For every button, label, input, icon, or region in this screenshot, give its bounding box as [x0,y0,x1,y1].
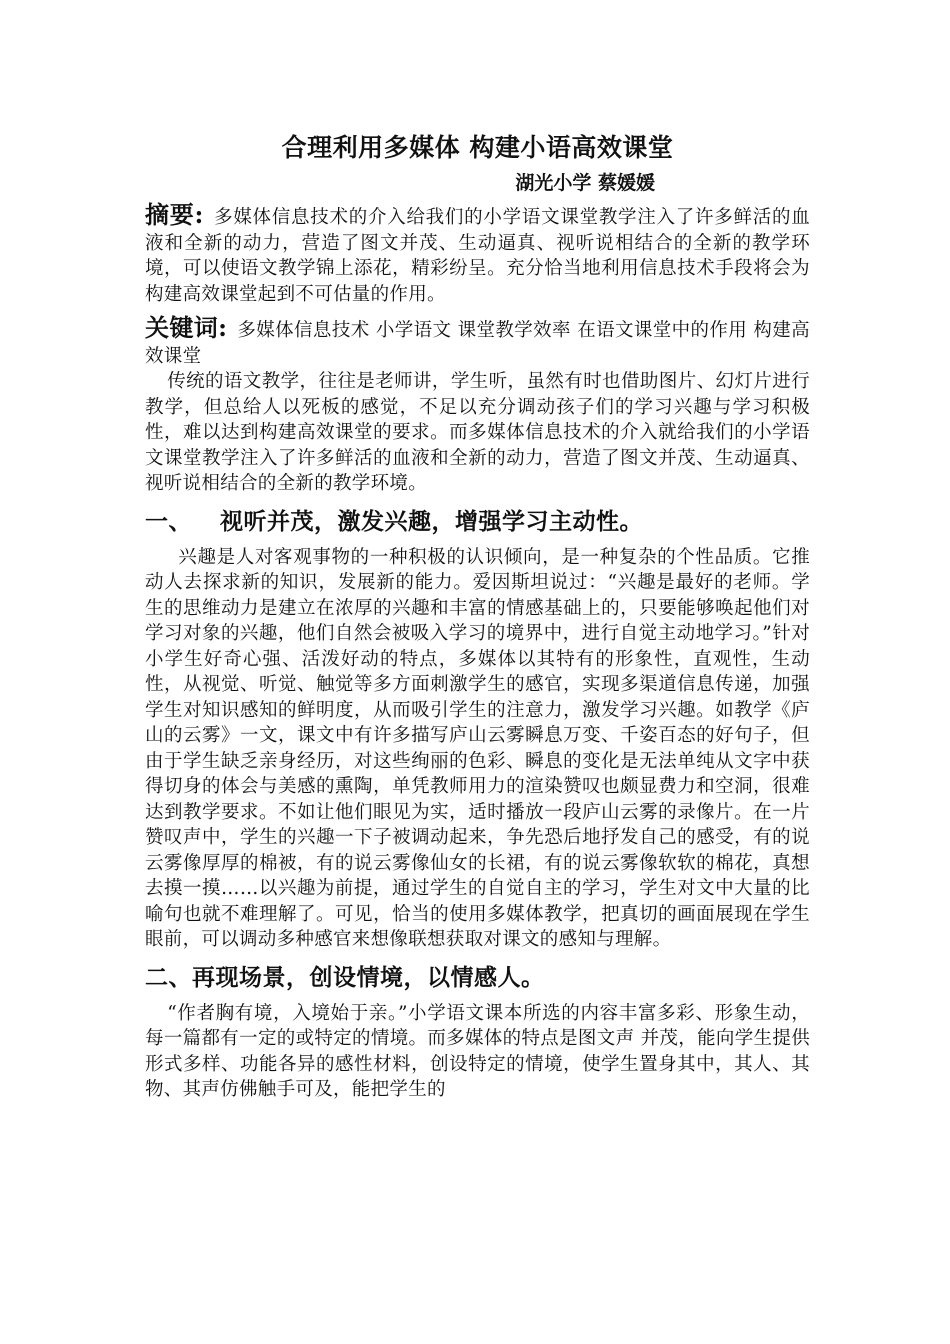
section-1-heading [145,505,810,539]
section-2-heading: 二、再现场景，创设情境，以情感人。 [145,963,545,991]
keywords-paragraph [145,315,810,369]
keywords-text: 多媒体信息技术 小学语文 课堂教学效率 在语文课堂中的作用 构建高效课堂 [145,320,810,367]
keywords-label: 关键词: [145,313,228,342]
intro-paragraph: 传统的语文教学，往往是老师讲，学生听，虽然有时也借助图片、幻灯片进行教学，但总给人以死板的感觉，不足以充分调动孩子们的学习兴趣与学习积极性，难以达到构建高效课堂的要求。而多媒体信息技术的介入就给我们的小学语文课堂教学注入了许多鲜活的血液和全新的动力，营造了图文并茂、生动逼真、视听说相结合的全新的教学环境。 [145,371,810,494]
section-1-body: 兴趣是人对客观事物的一种积极的认识倾向，是一种复杂的个性品质。它推动人去探求新的知识，发展新的能力。爱因斯坦说过：“兴趣是最好的老师。学生的思维动力是建立在浓厚的兴趣和丰富的情感基础上的，只要能够唤起他们对学习对象的兴趣，他们自然会被吸入学习的境界中，进行自觉主动地学习。”针对小学生好奇心强、活泼好动的特点，多媒体以其特有的形象性，直观性，生动性，从视觉、听觉、触觉等多方面刺激学生的感官，实现多渠道信息传递，加强学生对知识感知的鲜明度，从而吸引学生的注意力，激发学习兴趣。如教学《庐山的云雾》一文，课文中有许多描写庐山云雾瞬息万变、千姿百态的好句子，但由于学生缺乏亲身经历，对这些绚丽的色彩、瞬息的变化是无法单纯从文字中获得切身的体会与美感的熏陶，单凭教师用力的渲染赞叹也颇显费力和空洞，很难达到教学要求。不如让他们眼见为实，适时播放一段庐山云雾的录像片。在一片赞叹声中，学生的兴趣一下子被调动起来，争先恐后地抒发自己的感受，有的说云雾像厚厚的棉被，有的说云雾像仙女的长裙，有的说云雾像软软的棉花，真想去摸一摸……以兴趣为前提，通过学生的自觉自主的学习，学生对文中大量的比喻句也就不难理解了。可见，恰当的使用多媒体教学，把真切的画面展现在学生眼前，可以调动多种感官来想像联想获取对课文的感知与理解。 [145,546,810,950]
abstract-label: 摘要: [145,200,204,229]
document-title: 合理利用多媒体 构建小语高效课堂 [281,133,674,162]
abstract-paragraph [145,202,810,307]
section-1-title: 视听并茂，激发兴趣，增强学习主动性。 [220,507,643,535]
document-page [145,128,810,1103]
abstract-text: 多媒体信息技术的介入给我们的小学语文课堂教学注入了许多鲜活的血液和全新的动力，营造了图文并茂、生动逼真、视听说相结合的全新的教学环境，可以使语文教学锦上添花，精彩纷呈。充分恰当地利用信息技术手段将会为构建高效课堂起到不可估量的作用。 [145,207,810,305]
section-1-number: 一、 [145,507,192,535]
section-2-body: “作者胸有境，入境始于亲。”小学语文课本所选的内容丰富多彩、形象生动，每一篇都有一定的或特定的情境。而多媒体的特点是图文声 并茂，能向学生提供形式多样、功能各异的感性材料，创设特定的情境，使学生置身其中，其人、其物、其声仿佛触手可及，能把学生的 [145,1002,810,1100]
author-line: 湖光小学 蔡媛媛 [515,172,655,194]
